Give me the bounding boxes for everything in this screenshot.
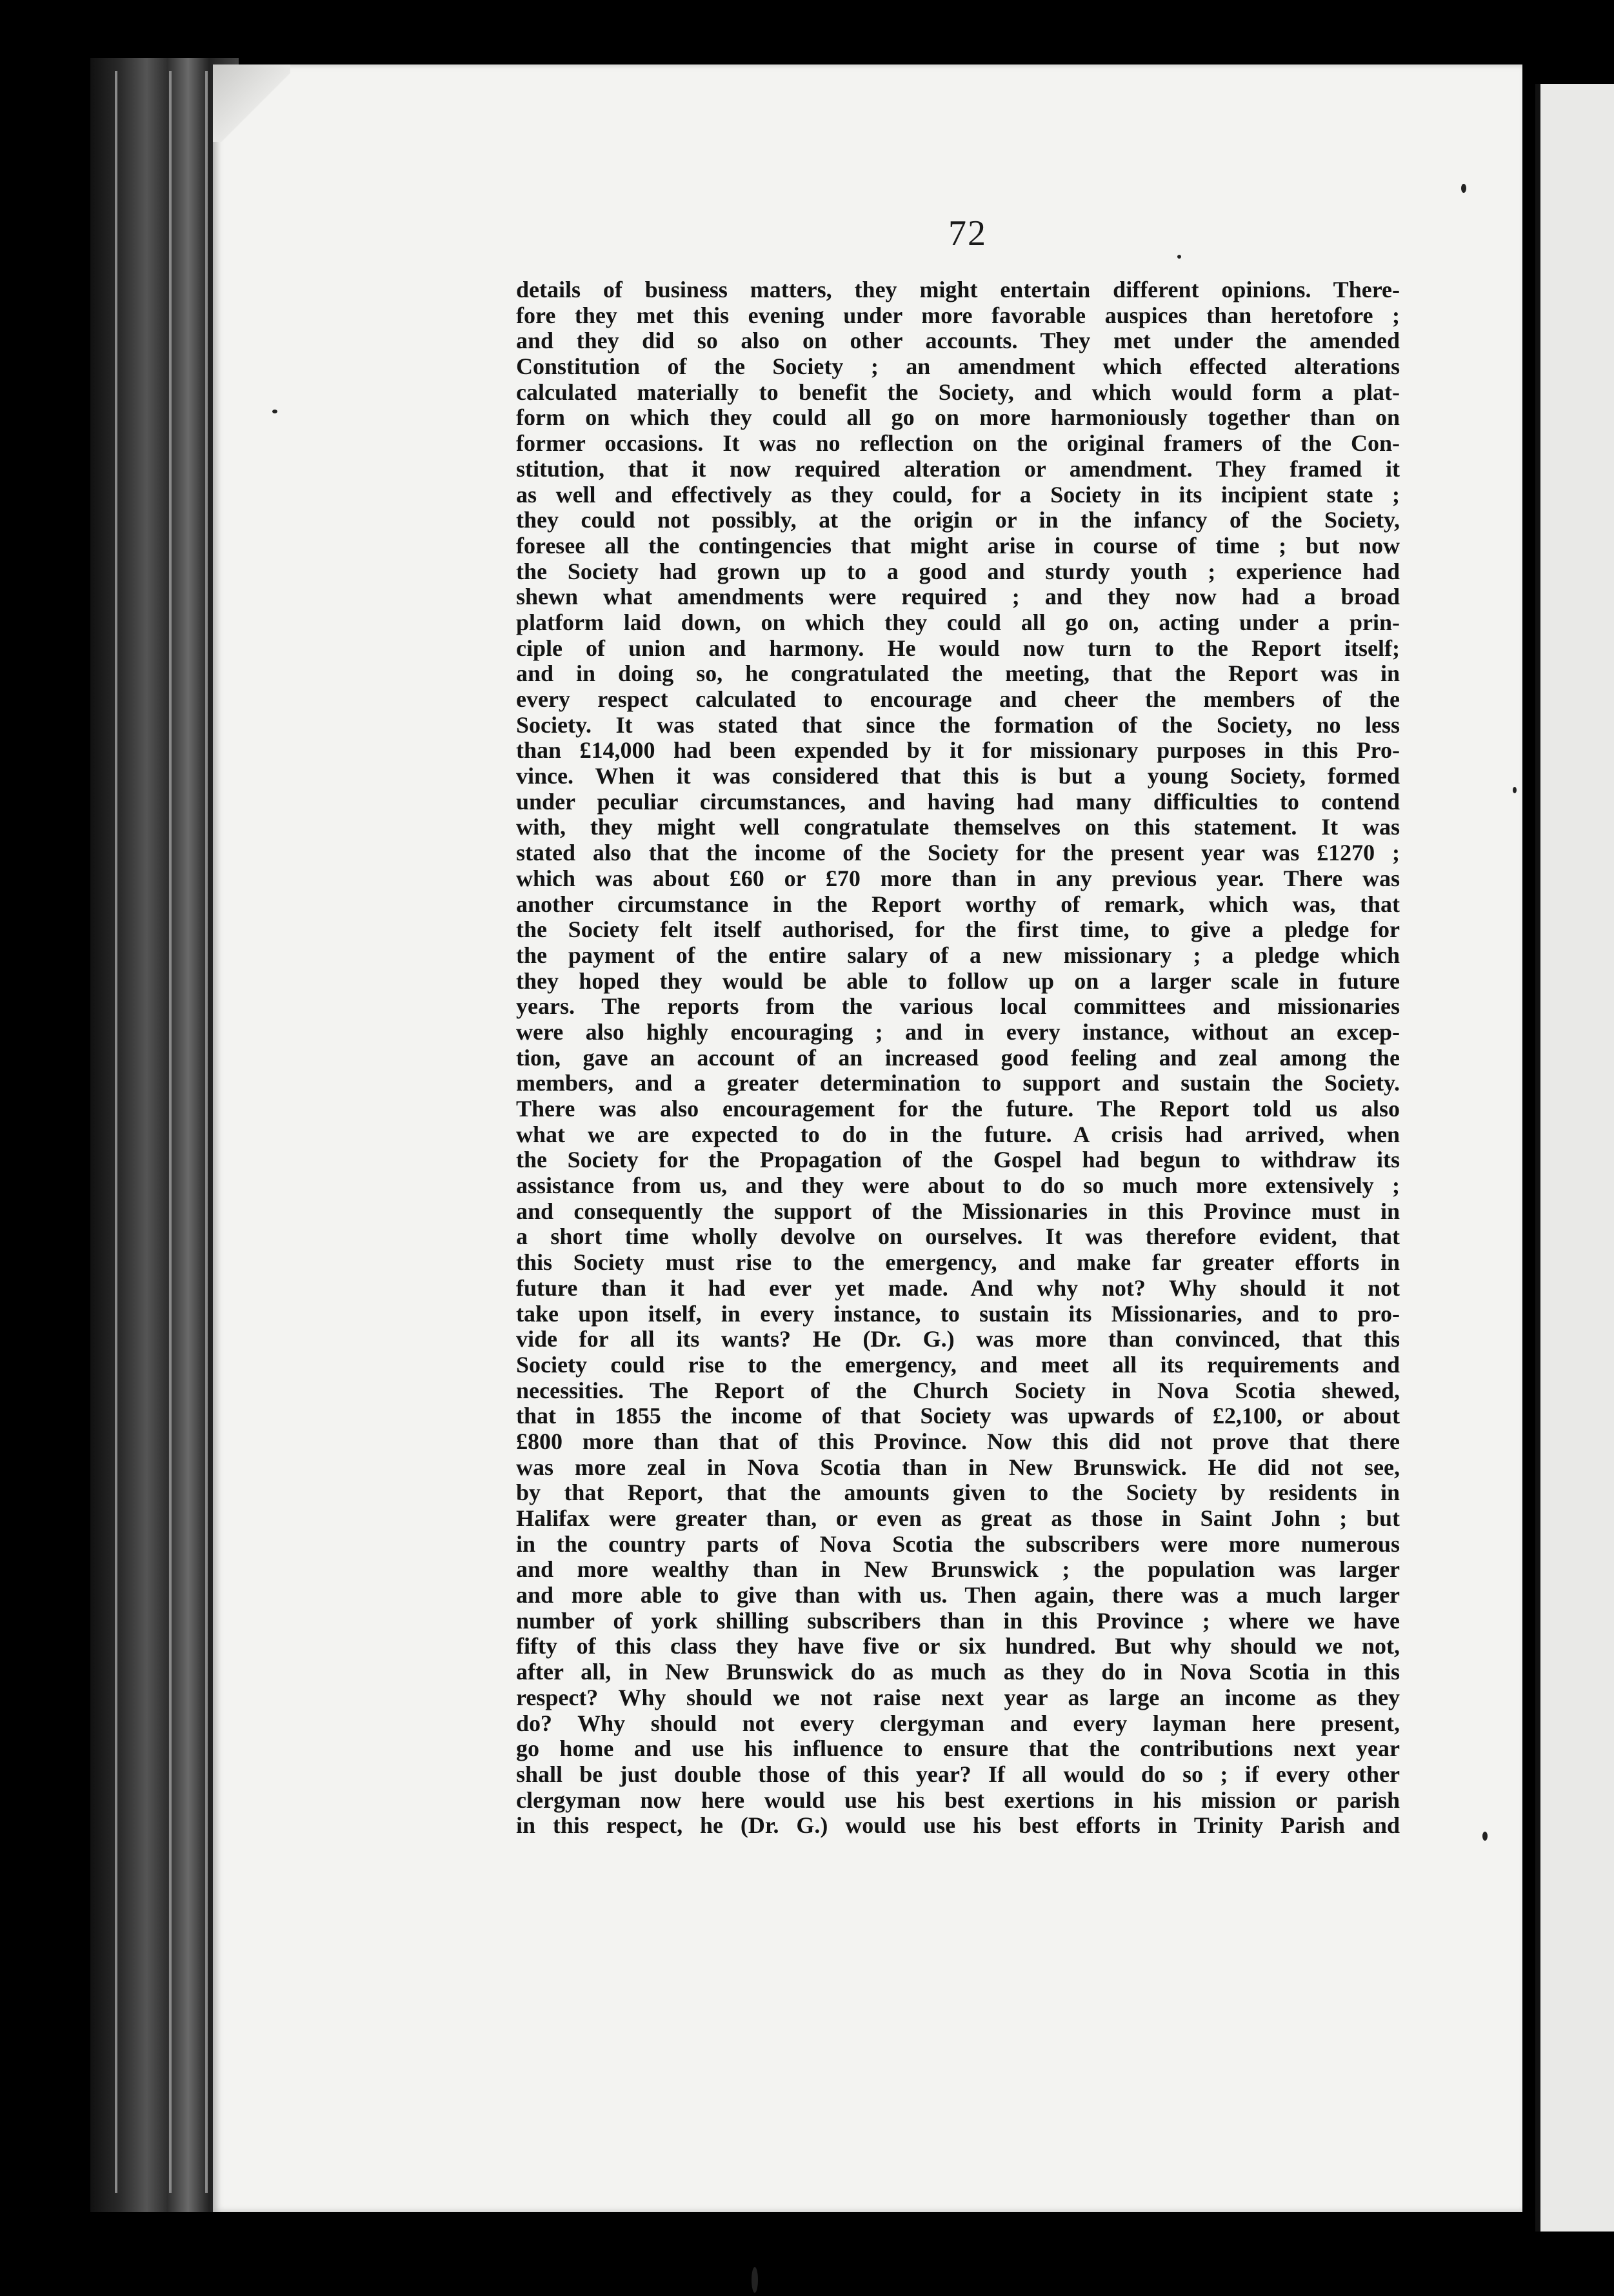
text-line: a short time wholly devolve on ourselves. It was therefore evident, that bbox=[516, 1224, 1400, 1250]
text-line: years. The reports from the various local committees and missionaries bbox=[516, 994, 1400, 1020]
binding-line bbox=[115, 71, 117, 2193]
text-line: necessities. The Report of the Church Society in Nova Scotia shewed, bbox=[516, 1378, 1400, 1403]
page-number: 72 bbox=[948, 213, 987, 253]
text-line: than £14,000 had been expended by it for missionary purposes in this Pro- bbox=[516, 738, 1400, 764]
text-line: the Society felt itself authorised, for the first time, to give a pledge for bbox=[516, 917, 1400, 943]
text-line: in the country parts of Nova Scotia the subscribers were more numerous bbox=[516, 1531, 1400, 1557]
text-line: go home and use his influence to ensure that the contributions next year bbox=[516, 1736, 1400, 1762]
text-line: ciple of union and harmony. He would now turn to the Report itself; bbox=[516, 635, 1400, 661]
text-line: after all, in New Brunswick do as much as they do in Nova Scotia in this bbox=[516, 1659, 1400, 1685]
text-line: respect? Why should we not raise next year as large an income as they bbox=[516, 1685, 1400, 1710]
text-line: future than it had ever yet made. And why not? Why should it not bbox=[516, 1275, 1400, 1301]
text-line: foresee all the contingencies that might arise in course of time ; but now bbox=[516, 533, 1400, 559]
text-line: the Society for the Propagation of the Gospel had begun to withdraw its bbox=[516, 1147, 1400, 1173]
text-line: number of york shilling subscribers than in this Province ; where we have bbox=[516, 1608, 1400, 1634]
text-line: There was also encouragement for the future. The Report told us also bbox=[516, 1096, 1400, 1122]
text-line: in this respect, he (Dr. G.) would use his best efforts in Trinity Parish and bbox=[516, 1813, 1400, 1839]
text-line: another circumstance in the Report worthy of remark, which was, that bbox=[516, 891, 1400, 917]
text-line: clergyman now here would use his best exertions in his mission or parish bbox=[516, 1787, 1400, 1813]
text-line: was more zeal in Nova Scotia than in New Brunswick. He did not see, bbox=[516, 1454, 1400, 1480]
text-line: assistance from us, and they were about to do so much more extensively ; bbox=[516, 1173, 1400, 1199]
text-line: every respect calculated to encourage and cheer the members of the bbox=[516, 687, 1400, 712]
text-line: Constitution of the Society ; an amendment which effected alterations bbox=[516, 354, 1400, 380]
text-line: tion, gave an account of an increased good feeling and zeal among the bbox=[516, 1045, 1400, 1071]
text-line: by that Report, that the amounts given to the Society by residents in bbox=[516, 1480, 1400, 1506]
text-line: they hoped they would be able to follow up on a larger scale in future bbox=[516, 968, 1400, 994]
text-line: and they did so also on other accounts. They met under the amended bbox=[516, 328, 1400, 354]
text-line: were also highly encouraging ; and in every instance, without an excep- bbox=[516, 1019, 1400, 1045]
text-line: Society. It was stated that since the formation of the Society, no less bbox=[516, 712, 1400, 738]
text-line: and more wealthy than in New Brunswick ; the population was larger bbox=[516, 1557, 1400, 1583]
text-line: do? Why should not every clergyman and every layman here present, bbox=[516, 1710, 1400, 1736]
text-line: fore they met this evening under more favorable auspices than heretofore ; bbox=[516, 302, 1400, 328]
adjacent-page-edge bbox=[1535, 84, 1614, 2232]
text-line: members, and a greater determination to support and sustain the Society. bbox=[516, 1071, 1400, 1096]
text-line: calculated materially to benefit the Society, and which would form a plat- bbox=[516, 379, 1400, 405]
text-line: form on which they could all go on more harmoniously together than on bbox=[516, 405, 1400, 431]
text-line: they could not possibly, at the origin or in the infancy of the Society, bbox=[516, 508, 1400, 533]
text-line: which was about £60 or £70 more than in any previous year. There was bbox=[516, 866, 1400, 891]
text-line: that in 1855 the income of that Society was upwards of £2,100, or about bbox=[516, 1403, 1400, 1429]
text-line: and in doing so, he congratulated the meeting, that the Report was in bbox=[516, 661, 1400, 687]
text-line: this Society must rise to the emergency, and make far greater efforts in bbox=[516, 1250, 1400, 1276]
text-line: former occasions. It was no reflection on the original framers of the Con- bbox=[516, 431, 1400, 457]
text-line: platform laid down, on which they could all go on, acting under a prin- bbox=[516, 609, 1400, 635]
binding-line bbox=[205, 71, 208, 2193]
body-text bbox=[516, 277, 1400, 1839]
page-corner-fold bbox=[213, 64, 290, 142]
text-line: £800 more than that of this Province. Now this did not prove that there bbox=[516, 1429, 1400, 1454]
text-line: Society could rise to the emergency, and meet all its requirements and bbox=[516, 1352, 1400, 1378]
text-line: Halifax were greater than, or even as great as those in Saint John ; but bbox=[516, 1506, 1400, 1531]
text-line: details of business matters, they might entertain different opinions. There- bbox=[516, 277, 1400, 302]
text-line: fifty of this class they have five or six hundred. But why should we not, bbox=[516, 1634, 1400, 1659]
text-line: and more able to give than with us. Then again, there was a much larger bbox=[516, 1583, 1400, 1608]
text-line: with, they might well congratulate themselves on this statement. It was bbox=[516, 815, 1400, 840]
text-line: vince. When it was considered that this is but a young Society, formed bbox=[516, 764, 1400, 789]
text-line: shewn what amendments were required ; and they now had a broad bbox=[516, 584, 1400, 610]
text-line: take upon itself, in every instance, to sustain its Missionaries, and to pro- bbox=[516, 1301, 1400, 1327]
binding-line bbox=[169, 71, 172, 2193]
text-line: the payment of the entire salary of a new missionary ; a pledge which bbox=[516, 942, 1400, 968]
text-line: under peculiar circumstances, and having had many difficulties to contend bbox=[516, 789, 1400, 815]
text-line: what we are expected to do in the future. A crisis had arrived, when bbox=[516, 1122, 1400, 1147]
text-line: as well and effectively as they could, for a Society in its incipient state ; bbox=[516, 482, 1400, 508]
text-line: and consequently the support of the Missionaries in this Province must in bbox=[516, 1198, 1400, 1224]
text-line: the Society had grown up to a good and sturdy youth ; experience had bbox=[516, 559, 1400, 584]
text-line: shall be just double those of this year? If all would do so ; if every other bbox=[516, 1761, 1400, 1787]
text-line: stitution, that it now required alteration or amendment. They framed it bbox=[516, 456, 1400, 482]
text-line: stated also that the income of the Society for the present year was £1270 ; bbox=[516, 840, 1400, 866]
text-line: vide for all its wants? He (Dr. G.) was more than convinced, that this bbox=[516, 1327, 1400, 1352]
